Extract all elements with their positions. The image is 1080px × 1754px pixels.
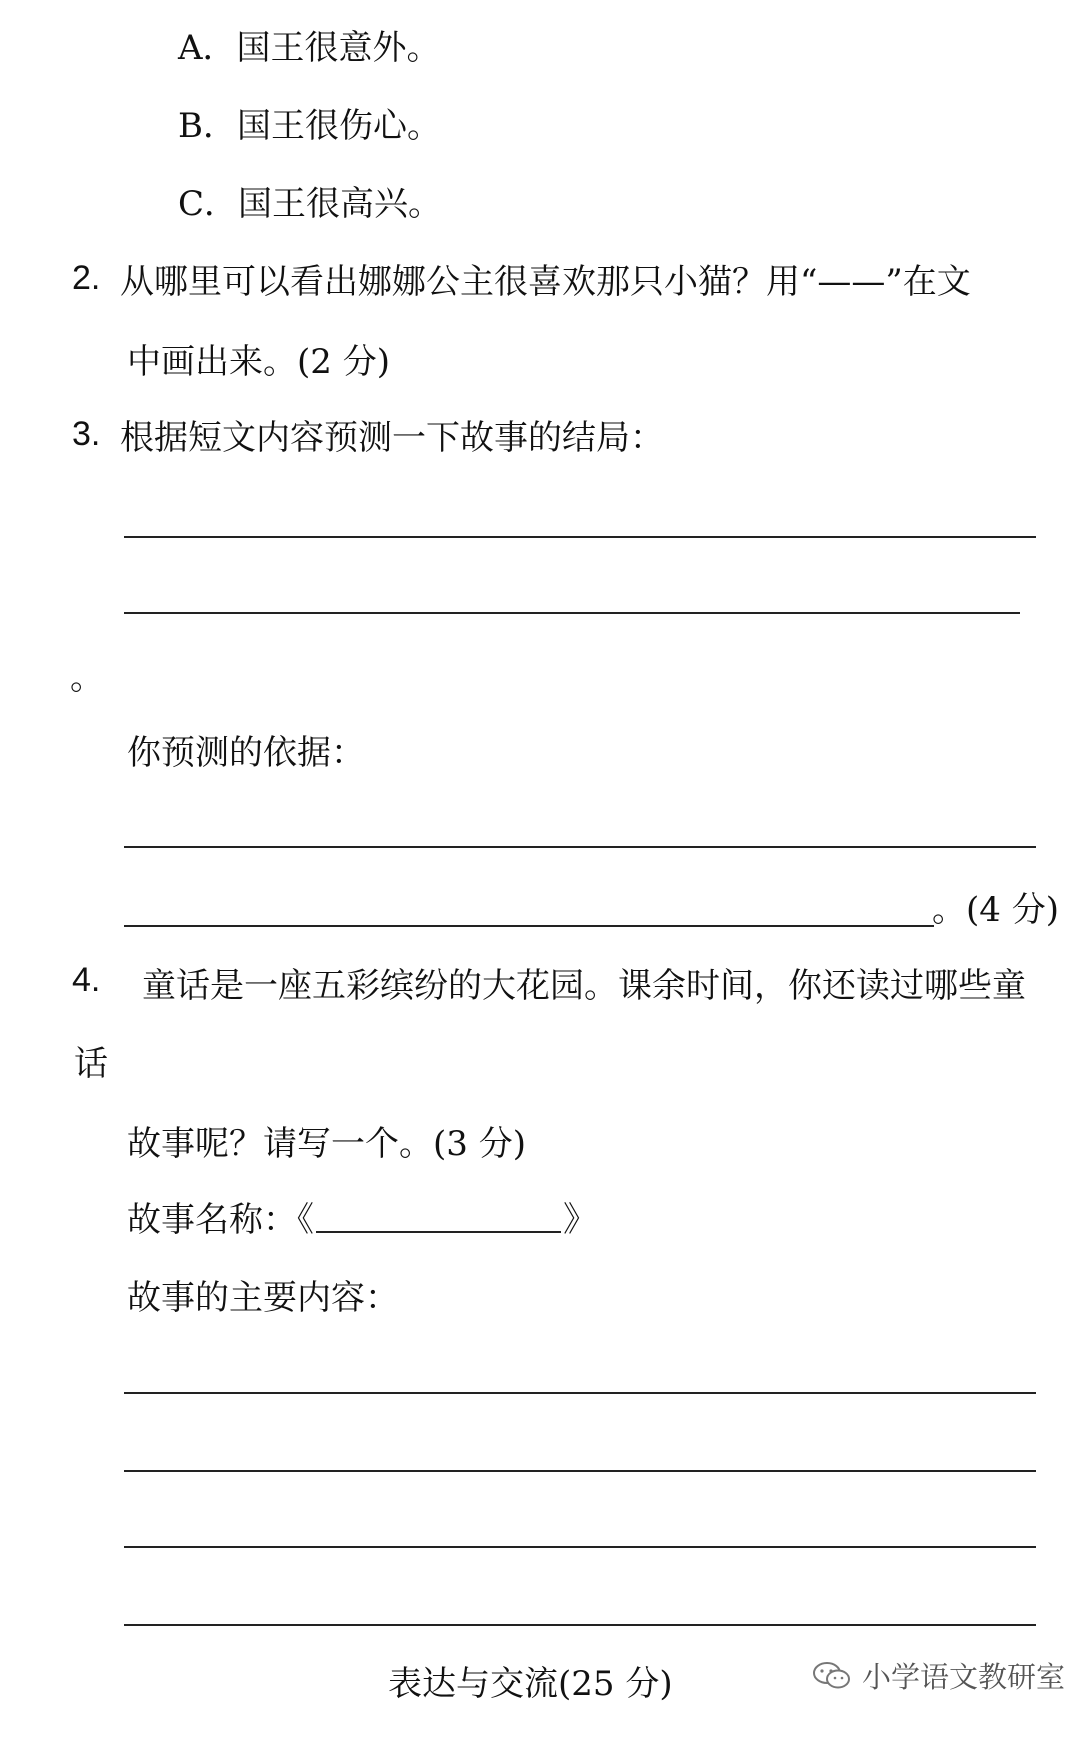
watermark bbox=[812, 1655, 1065, 1696]
option-a: A．国王很意外。 bbox=[178, 28, 441, 68]
answer-line-4[interactable] bbox=[124, 925, 934, 927]
section-title: 表达与交流(25 分) bbox=[388, 1664, 673, 1704]
story-name-blank[interactable] bbox=[316, 1201, 561, 1233]
answer-line-1[interactable] bbox=[124, 536, 1036, 538]
story-name-close: 》 bbox=[563, 1200, 597, 1240]
watermark-text: 小学语文教研室 bbox=[862, 1660, 1066, 1694]
question-3-prompt: 根据短文内容预测一下故事的结局： bbox=[120, 418, 664, 458]
question-3-number: 3. bbox=[72, 415, 101, 453]
answer-line-3[interactable] bbox=[124, 846, 1036, 848]
answer-line-6[interactable] bbox=[124, 1470, 1036, 1472]
question-3-period: 。 bbox=[70, 658, 104, 698]
answer-line-7[interactable] bbox=[124, 1546, 1036, 1548]
option-c: C．国王很高兴。 bbox=[178, 184, 443, 224]
question-4-line1: 童话是一座五彩缤纷的大花园。课余时间，你还读过哪些童 bbox=[142, 966, 1026, 1006]
answer-line-2[interactable] bbox=[124, 612, 1020, 614]
question-2-number: 2. bbox=[72, 259, 101, 297]
question-2-line1: 从哪里可以看出娜娜公主很喜欢那只小猫？用“——”在文 bbox=[120, 262, 971, 302]
answer-line-8[interactable] bbox=[124, 1624, 1036, 1626]
question-3-score: 。(4 分) bbox=[932, 890, 1059, 930]
story-name-row bbox=[127, 1200, 597, 1240]
question-4-wrap: 话 bbox=[74, 1044, 108, 1084]
option-b: B．国王很伤心。 bbox=[178, 106, 441, 146]
prediction-basis-label: 你预测的依据： bbox=[127, 733, 365, 773]
story-content-label: 故事的主要内容： bbox=[127, 1278, 399, 1318]
answer-line-5[interactable] bbox=[124, 1392, 1036, 1394]
question-4-number: 4. bbox=[72, 961, 101, 999]
question-2-line2: 中画出来。(2 分) bbox=[127, 342, 390, 382]
story-name-label: 故事名称： bbox=[127, 1200, 297, 1240]
story-name-open: 《 bbox=[297, 1200, 314, 1240]
wechat-icon bbox=[812, 1660, 852, 1692]
question-4-line2: 故事呢？请写一个。(3 分) bbox=[127, 1124, 526, 1164]
